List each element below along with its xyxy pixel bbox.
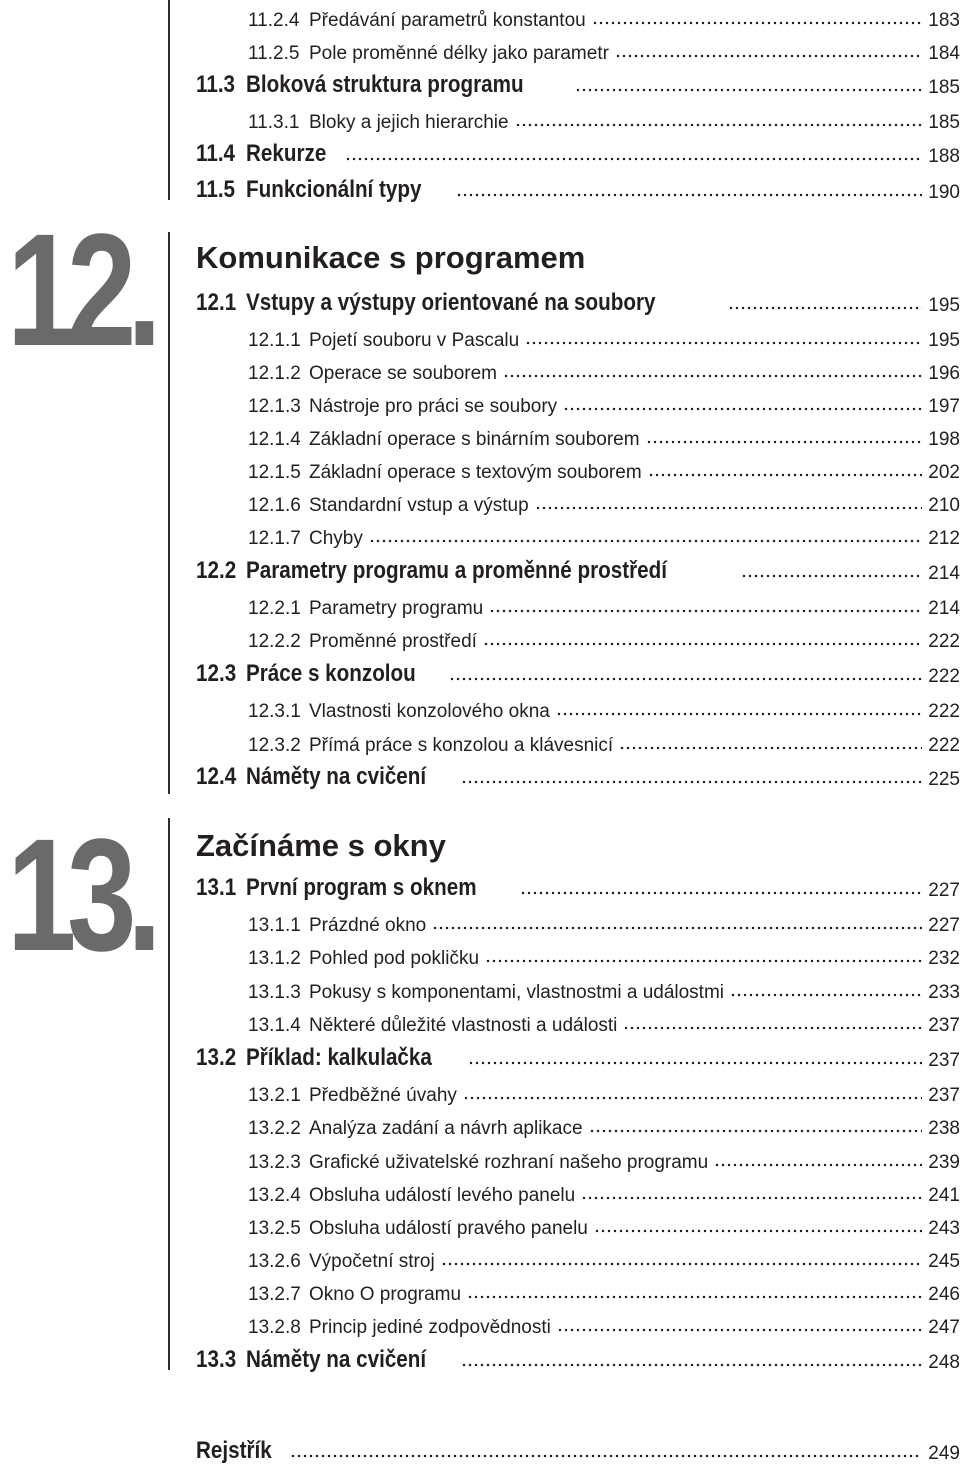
section-title: Vstupy a výstupy orientované na soubory <box>246 289 656 316</box>
toc-entry[interactable] <box>248 1274 960 1306</box>
entry-page: 237 <box>928 1015 960 1036</box>
dot-leader <box>563 392 922 412</box>
dot-leader <box>467 1280 922 1300</box>
entry-number: 12.1.7 <box>248 528 301 549</box>
toc-entry[interactable] <box>248 518 960 550</box>
section-page: 237 <box>928 1050 960 1071</box>
dot-leader <box>741 559 922 579</box>
section-title: Rekurze <box>246 140 327 167</box>
section-title: Bloková struktura programu <box>246 71 524 98</box>
toc-entry[interactable] <box>248 1208 960 1240</box>
section-page: 190 <box>928 182 960 203</box>
entry-page: 222 <box>928 631 960 652</box>
entry-page: 245 <box>928 1251 960 1272</box>
entry-title: Obsluha událostí pravého panelu <box>309 1218 588 1239</box>
dot-leader <box>646 425 923 445</box>
entry-page: 222 <box>928 735 960 756</box>
toc-index-entry[interactable] <box>196 1433 960 1465</box>
dot-leader <box>581 1181 922 1201</box>
toc-entry[interactable] <box>248 972 960 1004</box>
entry-title: Předávání parametrů konstantou <box>309 10 586 31</box>
dot-leader <box>432 911 922 931</box>
section-number: 12.4 <box>196 763 237 790</box>
entry-page: 212 <box>928 528 960 549</box>
toc-section[interactable] <box>196 759 960 791</box>
entry-page: 246 <box>928 1284 960 1305</box>
entry-page: 195 <box>928 330 960 351</box>
entry-number: 12.1.6 <box>248 495 301 516</box>
entry-number: 12.2.1 <box>248 598 301 619</box>
dot-leader <box>483 627 922 647</box>
entry-number: 12.3.1 <box>248 701 301 722</box>
entry-title: Nástroje pro práci se soubory <box>309 396 558 417</box>
entry-number: 12.1.2 <box>248 363 301 384</box>
dot-leader <box>730 978 922 998</box>
entry-page: 227 <box>928 915 960 936</box>
entry-page: 239 <box>928 1152 960 1173</box>
section-page: 188 <box>928 146 960 167</box>
dot-leader <box>456 178 922 198</box>
dot-leader <box>615 39 922 59</box>
entry-title: Prázdné okno <box>309 915 427 936</box>
entry-number: 11.3.1 <box>248 112 300 133</box>
entry-page: 247 <box>928 1317 960 1338</box>
entry-title: Přímá práce s konzolou a klávesnicí <box>309 735 614 756</box>
toc-section[interactable] <box>196 67 960 99</box>
toc-entry[interactable] <box>248 1241 960 1273</box>
entry-number: 13.2.6 <box>248 1251 301 1272</box>
entry-number: 11.2.4 <box>248 10 300 31</box>
section-page: 195 <box>928 295 960 316</box>
entry-number: 13.1.1 <box>248 915 301 936</box>
entry-number: 13.2.5 <box>248 1218 301 1239</box>
toc-entry[interactable] <box>248 1142 960 1174</box>
section-number: 11.4 <box>196 140 236 167</box>
dot-leader <box>345 142 922 162</box>
toc-entry[interactable] <box>248 1005 960 1037</box>
toc-entry[interactable] <box>248 33 960 65</box>
dot-leader <box>461 765 922 785</box>
entry-number: 13.2.4 <box>248 1185 301 1206</box>
dot-leader <box>369 524 922 544</box>
section-page: 227 <box>928 880 960 901</box>
entry-title: Parametry programu <box>309 598 484 619</box>
entry-page: 241 <box>928 1185 960 1206</box>
entry-page: 243 <box>928 1218 960 1239</box>
section-number: 12.1 <box>196 289 237 316</box>
toc-entry[interactable] <box>248 621 960 653</box>
dot-leader <box>489 594 922 614</box>
entry-title: Vlastnosti konzolového okna <box>309 701 550 722</box>
toc-section[interactable] <box>196 136 960 168</box>
entry-title: Obsluha událostí levého panelu <box>309 1185 576 1206</box>
dot-leader <box>589 1114 923 1134</box>
entry-title: Analýza zadání a návrh aplikace <box>309 1118 583 1139</box>
dot-leader <box>515 108 923 128</box>
dot-leader <box>463 1081 922 1101</box>
dot-leader <box>623 1011 922 1031</box>
dot-leader <box>557 1313 922 1333</box>
entry-title: Bloky a jejich hierarchie <box>309 112 509 133</box>
entry-page: 185 <box>928 112 960 133</box>
entry-number: 12.2.2 <box>248 631 301 652</box>
section-title: Náměty na cvičení <box>246 1346 427 1373</box>
dot-leader <box>525 326 922 346</box>
section-title: Funkcionální typy <box>246 176 422 203</box>
entry-page: 197 <box>928 396 960 417</box>
toc-section[interactable] <box>196 870 960 902</box>
dot-leader <box>503 359 922 379</box>
toc-entry[interactable] <box>248 1307 960 1339</box>
entry-number: 13.2.2 <box>248 1118 301 1139</box>
toc-entry[interactable] <box>248 320 960 352</box>
toc-entry[interactable] <box>248 102 960 134</box>
toc-entry[interactable] <box>248 1075 960 1107</box>
entry-title: Operace se souborem <box>309 363 497 384</box>
section-number: 13.3 <box>196 1346 237 1373</box>
toc-section[interactable] <box>196 656 960 688</box>
toc-entry[interactable] <box>248 691 960 723</box>
chapter-divider-rule <box>168 818 170 1370</box>
entry-title: Výpočetní stroj <box>309 1251 435 1272</box>
dot-leader <box>441 1247 923 1267</box>
toc-entry[interactable] <box>248 452 960 484</box>
entry-page: 183 <box>928 10 960 31</box>
chapter-12-title: Komunikace s programem <box>196 240 586 275</box>
toc-entry[interactable] <box>248 1175 960 1207</box>
toc-section[interactable] <box>196 1040 960 1072</box>
toc-entry[interactable] <box>248 386 960 418</box>
entry-number: 12.1.3 <box>248 396 301 417</box>
entry-title: Pohled pod pokličku <box>309 948 480 969</box>
section-title: Příklad: kalkulačka <box>246 1044 432 1071</box>
entry-title: Pokusy s komponentami, vlastnostmi a událostmi <box>309 982 725 1003</box>
chapter-13-number: 13. <box>6 805 152 984</box>
entry-number: 13.2.3 <box>248 1152 301 1173</box>
section-page: 214 <box>928 563 960 584</box>
entry-number: 12.3.2 <box>248 735 301 756</box>
entry-title: Proměnné prostředí <box>309 631 477 652</box>
dot-leader <box>556 697 922 717</box>
toc-entry[interactable] <box>248 588 960 620</box>
dot-leader <box>468 1046 922 1066</box>
toc-entry[interactable] <box>248 353 960 385</box>
dot-leader <box>728 291 922 311</box>
chapter-12-number: 12. <box>6 200 152 379</box>
entry-number: 12.1.1 <box>248 330 301 351</box>
section-number: 11.3 <box>196 71 236 98</box>
chapter-divider-rule <box>168 232 170 794</box>
entry-number: 13.1.2 <box>248 948 301 969</box>
section-title: První program s oknem <box>246 874 477 901</box>
entry-title: Chyby <box>309 528 363 549</box>
entry-page: 232 <box>928 948 960 969</box>
entry-page: 233 <box>928 982 960 1003</box>
entry-page: 196 <box>928 363 960 384</box>
section-number: 11.5 <box>196 176 236 203</box>
dot-leader <box>714 1148 922 1168</box>
entry-number: 12.1.5 <box>248 462 301 483</box>
entry-page: 238 <box>928 1118 960 1139</box>
section-title: Práce s konzolou <box>246 660 416 687</box>
toc-section[interactable] <box>196 285 960 317</box>
entry-title: Princip jediné zodpovědnosti <box>309 1317 551 1338</box>
toc-entry[interactable] <box>248 485 960 517</box>
section-page: 222 <box>928 666 960 687</box>
dot-leader <box>592 6 923 26</box>
dot-leader <box>449 662 922 682</box>
dot-leader <box>485 944 922 964</box>
dot-leader <box>520 876 922 896</box>
index-page: 249 <box>928 1443 960 1464</box>
entry-title: Základní operace s binárním souborem <box>309 429 640 450</box>
entry-number: 13.1.3 <box>248 982 301 1003</box>
entry-page: 210 <box>928 495 960 516</box>
section-title: Náměty na cvičení <box>246 763 427 790</box>
entry-number: 13.2.7 <box>248 1284 301 1305</box>
toc-entry[interactable] <box>248 0 960 32</box>
toc-entry[interactable] <box>248 1108 960 1140</box>
toc-section[interactable] <box>196 553 960 585</box>
chapter-13-title: Začínáme s okny <box>196 828 446 863</box>
toc-entry[interactable] <box>248 725 960 757</box>
toc-entry[interactable] <box>248 905 960 937</box>
entry-title: Předběžné úvahy <box>309 1085 457 1106</box>
chapter-divider-rule <box>168 0 170 200</box>
entry-title: Pole proměnné délky jako parametr <box>309 43 609 64</box>
dot-leader <box>535 491 923 511</box>
toc-section[interactable] <box>196 172 960 204</box>
index-title: Rejstřík <box>196 1437 272 1464</box>
section-page: 225 <box>928 769 960 790</box>
entry-page: 237 <box>928 1085 960 1106</box>
entry-number: 13.2.1 <box>248 1085 301 1106</box>
dot-leader <box>290 1439 922 1459</box>
section-page: 185 <box>928 77 960 98</box>
section-number: 12.3 <box>196 660 237 687</box>
entry-page: 202 <box>928 462 960 483</box>
dot-leader <box>648 458 923 478</box>
section-number: 12.2 <box>196 557 237 584</box>
dot-leader <box>575 73 923 93</box>
entry-number: 12.1.4 <box>248 429 301 450</box>
section-number: 13.2 <box>196 1044 237 1071</box>
entry-title: Standardní vstup a výstup <box>309 495 529 516</box>
toc-entry[interactable] <box>248 938 960 970</box>
dot-leader <box>461 1348 922 1368</box>
entry-title: Pojetí souboru v Pascalu <box>309 330 520 351</box>
entry-title: Některé důležité vlastnosti a události <box>309 1015 618 1036</box>
entry-page: 214 <box>928 598 960 619</box>
entry-page: 184 <box>928 43 960 64</box>
toc-entry[interactable] <box>248 419 960 451</box>
entry-page: 198 <box>928 429 960 450</box>
entry-number: 11.2.5 <box>248 43 300 64</box>
entry-title: Okno O programu <box>309 1284 462 1305</box>
toc-section[interactable] <box>196 1342 960 1374</box>
section-page: 248 <box>928 1352 960 1373</box>
dot-leader <box>594 1214 922 1234</box>
section-number: 13.1 <box>196 874 237 901</box>
entry-page: 222 <box>928 701 960 722</box>
section-title: Parametry programu a proměnné prostředí <box>246 557 667 584</box>
entry-number: 13.2.8 <box>248 1317 301 1338</box>
dot-leader <box>619 731 922 751</box>
entry-number: 13.1.4 <box>248 1015 301 1036</box>
entry-title: Grafické uživatelské rozhraní našeho programu <box>309 1152 709 1173</box>
entry-title: Základní operace s textovým souborem <box>309 462 642 483</box>
